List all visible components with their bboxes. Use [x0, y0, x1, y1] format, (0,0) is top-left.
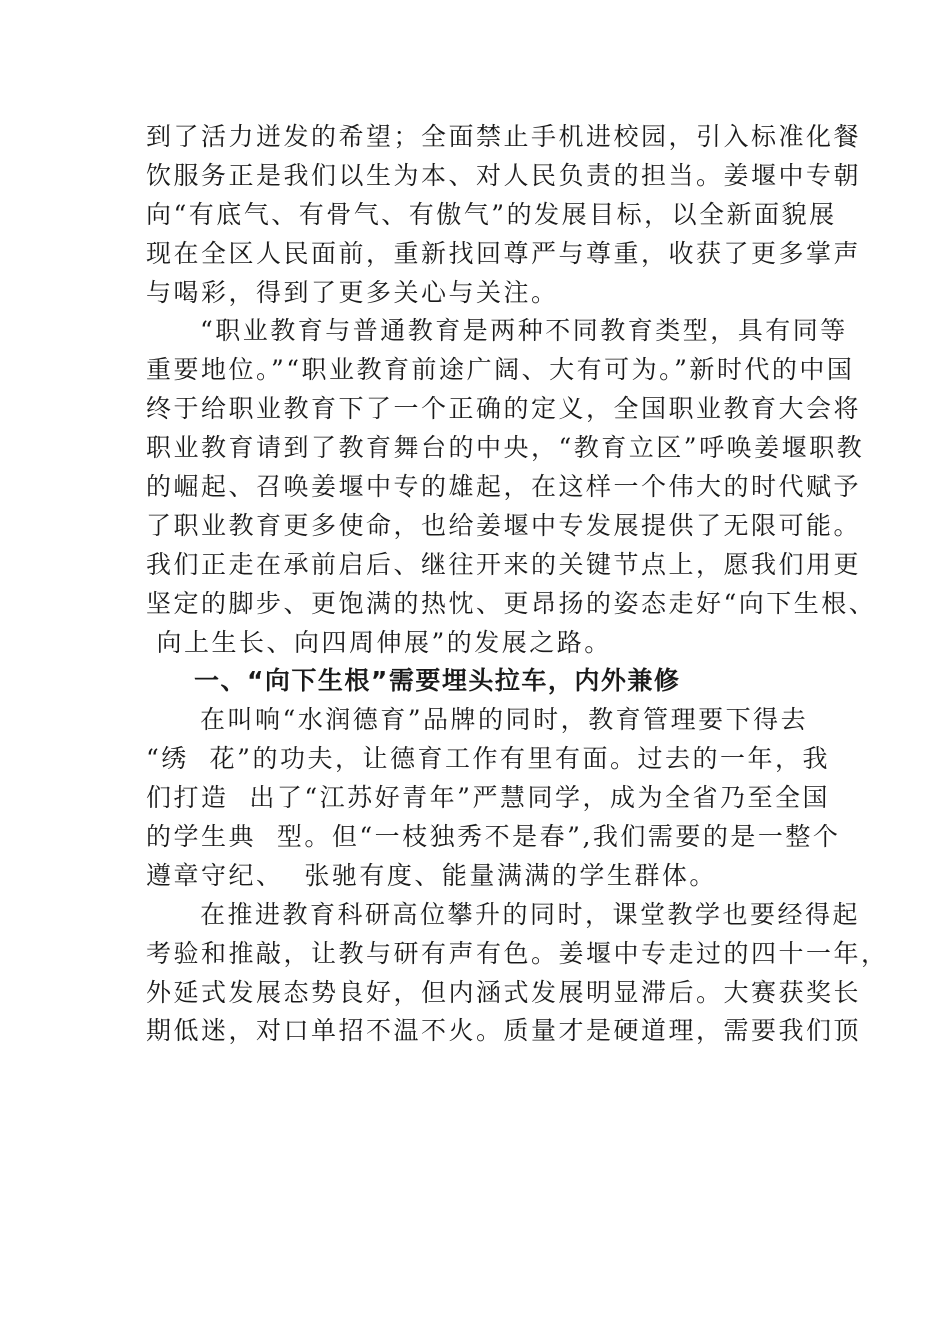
- text-line: 的崛起、召唤姜堰中专的雄起，在这样一个伟大的时代赋予: [146, 472, 862, 502]
- text-line: 到了活力迸发的希望；全面禁止手机进校园，引入标准化餐: [146, 122, 862, 151]
- text-line: 期低迷，对口单招不温不火。质量才是硬道理，需要我们顶: [146, 1016, 862, 1046]
- paragraph-2: [146, 312, 877, 662]
- document-body: [146, 118, 889, 1051]
- text-line: 终于给职业教育下了一个正确的定义，全国职业教育大会将: [146, 394, 862, 424]
- text-line: 在推进教育科研高位攀升的同时，课堂教学也要经得起: [200, 899, 861, 929]
- text-line: 与喝彩，得到了更多关心与关注。: [146, 277, 559, 307]
- text-line: 饮服务正是我们以生为本、对人民负责的担当。姜堰中专朝: [146, 160, 862, 190]
- text-line: 向“有底气、有骨气、有傲气”的发展目标，以全新面貌展: [146, 199, 837, 229]
- paragraph-3: [146, 701, 841, 895]
- text-line: “职业教育与普通教育是两种不同教育类型，具有同等: [200, 316, 848, 346]
- text-line: 重要地位。”“职业教育前途广阔、大有可为。”新时代的中国: [146, 355, 855, 385]
- text-line: 外延式发展态势良好，但内涵式发展明显滞后。大赛获奖长: [146, 977, 862, 1007]
- text-line: 考验和推敲，让教与研有声有色。姜堰中专走过的四十一年，: [146, 938, 889, 968]
- text-line: 在叫响“水润德育”品牌的同时，教育管理要下得去: [200, 705, 809, 735]
- text-line: 们打造 出了“江苏好青年”严慧同学，成为全省乃至全国: [146, 783, 830, 813]
- paragraph-1: [146, 118, 862, 312]
- text-line: 现在全区人民面前，重新找回尊严与尊重，收获了更多掌声: [146, 238, 862, 268]
- text-line: 职业教育请到了教育舞台的中央，“教育立区”呼唤姜堰职教: [146, 433, 865, 463]
- paragraph-4: [146, 896, 889, 1052]
- section-heading: 一、“向下生根”需要埋头拉车，内外兼修: [194, 666, 681, 696]
- text-line: 我们正走在承前启后、继往开来的关键节点上，愿我们用更: [146, 549, 862, 579]
- text-line: 了职业教育更多使命，也给姜堰中专发展提供了无限可能。: [146, 510, 862, 540]
- text-line: 坚定的脚步、更饱满的热忱、更昂扬的姿态走好“向下生根、: [146, 588, 877, 618]
- text-line: 遵章守纪、 张驰有度、能量满满的学生群体。: [146, 860, 717, 890]
- text-line: 向上生长、向四周伸展”的发展之路。: [146, 627, 612, 657]
- text-line: 的学生典 型。但“一枝独秀不是春”,我们需要的是一整个: [146, 822, 841, 852]
- text-line: “绣 花”的功夫，让德育工作有里有面。过去的一年，我: [146, 744, 830, 774]
